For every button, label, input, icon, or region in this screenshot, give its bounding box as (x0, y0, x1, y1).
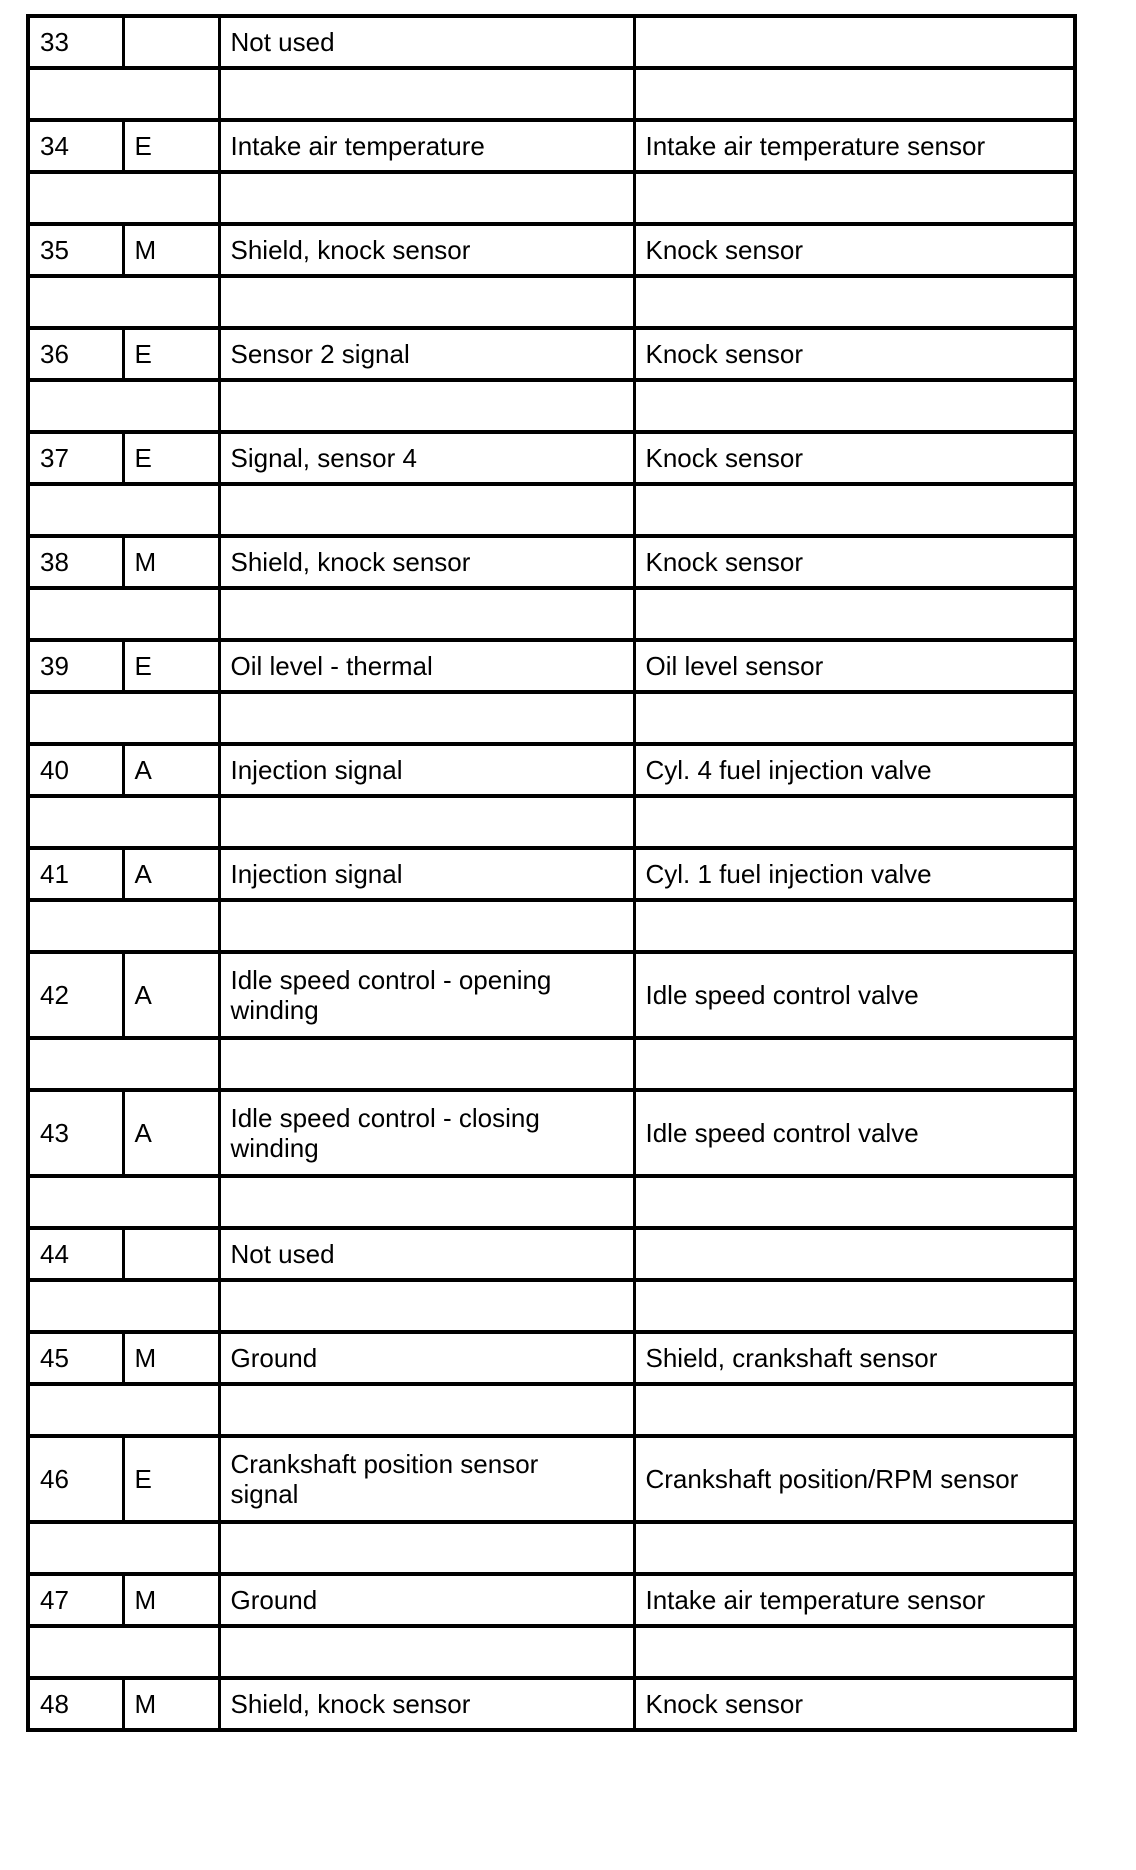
component-cell: Knock sensor (634, 536, 1075, 588)
empty-cell (219, 484, 634, 536)
empty-cell (219, 588, 634, 640)
function-text-line: Shield, knock sensor (230, 235, 471, 265)
function-text-line: winding (230, 1133, 319, 1163)
empty-cell (634, 1038, 1075, 1090)
empty-cell (219, 900, 634, 952)
signal-type-cell: E (123, 120, 219, 172)
function-text-line: signal (230, 1479, 299, 1509)
signal-type-cell: M (123, 1574, 219, 1626)
function-text-line: Idle speed control - opening (230, 965, 552, 995)
spacer-row (28, 172, 1075, 224)
component-cell: Cyl. 4 fuel injection valve (634, 744, 1075, 796)
empty-cell (219, 1626, 634, 1678)
empty-cell (28, 172, 123, 224)
function-text-line: Shield, knock sensor (230, 547, 471, 577)
spacer-row (28, 900, 1075, 952)
empty-cell (28, 68, 123, 120)
spacer-row (28, 588, 1075, 640)
component-cell: Knock sensor (634, 328, 1075, 380)
component-cell: Knock sensor (634, 1678, 1075, 1730)
pin-number-cell: 44 (28, 1228, 123, 1280)
function-text-line: Crankshaft position sensor (230, 1449, 539, 1479)
empty-cell (634, 900, 1075, 952)
spacer-row (28, 276, 1075, 328)
pin-number-cell: 48 (28, 1678, 123, 1730)
table-row (28, 536, 1075, 588)
empty-cell (634, 588, 1075, 640)
empty-cell (123, 276, 219, 328)
pin-number-cell: 34 (28, 120, 123, 172)
table-row (28, 1678, 1075, 1730)
empty-cell (219, 1176, 634, 1228)
pin-number-cell: 33 (28, 16, 123, 68)
pin-number-cell: 35 (28, 224, 123, 276)
function-cell (219, 1090, 634, 1176)
signal-type-cell: M (123, 224, 219, 276)
function-cell (219, 848, 634, 900)
pin-number-cell: 38 (28, 536, 123, 588)
empty-cell (28, 380, 123, 432)
table-row (28, 640, 1075, 692)
empty-cell (28, 1384, 123, 1436)
pin-number-cell: 47 (28, 1574, 123, 1626)
component-cell: Shield, crankshaft sensor (634, 1332, 1075, 1384)
empty-cell (123, 1522, 219, 1574)
function-cell (219, 952, 634, 1038)
function-text-line: Not used (230, 27, 335, 57)
empty-cell (28, 692, 123, 744)
empty-cell (634, 484, 1075, 536)
empty-cell (219, 68, 634, 120)
spacer-row (28, 1176, 1075, 1228)
table-row (28, 432, 1075, 484)
empty-cell (123, 484, 219, 536)
empty-cell (634, 68, 1075, 120)
empty-cell (28, 1626, 123, 1678)
empty-cell (123, 1280, 219, 1332)
pin-number-cell: 36 (28, 328, 123, 380)
empty-cell (219, 1038, 634, 1090)
table-row (28, 1574, 1075, 1626)
empty-cell (123, 1176, 219, 1228)
empty-cell (123, 172, 219, 224)
signal-type-cell (123, 16, 219, 68)
table-row (28, 744, 1075, 796)
signal-type-cell: M (123, 1678, 219, 1730)
spacer-row (28, 1038, 1075, 1090)
empty-cell (123, 796, 219, 848)
function-text-line: Shield, knock sensor (230, 1689, 471, 1719)
signal-type-cell: A (123, 744, 219, 796)
table-row (28, 1090, 1075, 1176)
function-text-line: Injection signal (230, 859, 403, 889)
spacer-row (28, 692, 1075, 744)
signal-type-cell: E (123, 640, 219, 692)
empty-cell (219, 796, 634, 848)
empty-cell (123, 1038, 219, 1090)
function-cell (219, 120, 634, 172)
pin-assignment-table (26, 14, 1077, 1732)
spacer-row (28, 380, 1075, 432)
empty-cell (219, 1280, 634, 1332)
signal-type-cell: E (123, 432, 219, 484)
component-cell: Crankshaft position/RPM sensor (634, 1436, 1075, 1522)
function-text-line: Sensor 2 signal (230, 339, 410, 369)
pin-number-cell: 37 (28, 432, 123, 484)
signal-type-cell: M (123, 1332, 219, 1384)
empty-cell (28, 276, 123, 328)
signal-type-cell: A (123, 952, 219, 1038)
table-row (28, 1228, 1075, 1280)
spacer-row (28, 1626, 1075, 1678)
spacer-row (28, 1280, 1075, 1332)
pin-number-cell: 43 (28, 1090, 123, 1176)
table-row (28, 328, 1075, 380)
empty-cell (28, 1038, 123, 1090)
empty-cell (219, 1384, 634, 1436)
component-cell: Knock sensor (634, 224, 1075, 276)
signal-type-cell (123, 1228, 219, 1280)
pin-number-cell: 42 (28, 952, 123, 1038)
function-text-line: Signal, sensor 4 (230, 443, 417, 473)
empty-cell (28, 484, 123, 536)
empty-cell (28, 1280, 123, 1332)
empty-cell (219, 172, 634, 224)
signal-type-cell: M (123, 536, 219, 588)
empty-cell (634, 1626, 1075, 1678)
table-row (28, 1332, 1075, 1384)
function-cell (219, 744, 634, 796)
empty-cell (634, 172, 1075, 224)
component-cell: Cyl. 1 fuel injection valve (634, 848, 1075, 900)
function-cell (219, 432, 634, 484)
function-cell (219, 1574, 634, 1626)
component-cell: Idle speed control valve (634, 1090, 1075, 1176)
component-cell (634, 1228, 1075, 1280)
signal-type-cell: E (123, 328, 219, 380)
empty-cell (28, 1176, 123, 1228)
empty-cell (634, 1384, 1075, 1436)
function-cell (219, 1228, 634, 1280)
pin-number-cell: 45 (28, 1332, 123, 1384)
function-cell (219, 1436, 634, 1522)
spacer-row (28, 484, 1075, 536)
component-cell: Idle speed control valve (634, 952, 1075, 1038)
empty-cell (123, 68, 219, 120)
table-body (28, 16, 1075, 1730)
signal-type-cell: A (123, 1090, 219, 1176)
empty-cell (634, 1176, 1075, 1228)
empty-cell (634, 1522, 1075, 1574)
table-row (28, 848, 1075, 900)
spacer-row (28, 796, 1075, 848)
table-row (28, 1436, 1075, 1522)
empty-cell (219, 1522, 634, 1574)
component-cell (634, 16, 1075, 68)
pin-number-cell: 39 (28, 640, 123, 692)
empty-cell (634, 380, 1075, 432)
empty-cell (219, 276, 634, 328)
spacer-row (28, 1522, 1075, 1574)
function-text-line: Not used (230, 1239, 335, 1269)
function-text-line: Injection signal (230, 755, 403, 785)
function-text-line: winding (230, 995, 319, 1025)
table-row (28, 16, 1075, 68)
empty-cell (123, 1384, 219, 1436)
pin-number-cell: 41 (28, 848, 123, 900)
empty-cell (123, 692, 219, 744)
empty-cell (123, 380, 219, 432)
spacer-row (28, 1384, 1075, 1436)
function-text-line: Ground (230, 1343, 318, 1373)
empty-cell (28, 588, 123, 640)
empty-cell (123, 900, 219, 952)
signal-type-cell: A (123, 848, 219, 900)
empty-cell (634, 1280, 1075, 1332)
spacer-row (28, 68, 1075, 120)
empty-cell (219, 692, 634, 744)
pin-number-cell: 46 (28, 1436, 123, 1522)
pin-number-cell: 40 (28, 744, 123, 796)
function-cell (219, 536, 634, 588)
function-text-line: Oil level - thermal (230, 651, 433, 681)
component-cell: Knock sensor (634, 432, 1075, 484)
empty-cell (634, 692, 1075, 744)
function-text-line: Intake air temperature (230, 131, 485, 161)
function-text-line: Ground (230, 1585, 318, 1615)
component-cell: Intake air temperature sensor (634, 120, 1075, 172)
function-cell (219, 224, 634, 276)
empty-cell (28, 796, 123, 848)
signal-type-cell: E (123, 1436, 219, 1522)
empty-cell (123, 588, 219, 640)
function-cell (219, 16, 634, 68)
function-text-line: Idle speed control - closing (230, 1103, 540, 1133)
empty-cell (219, 380, 634, 432)
empty-cell (28, 900, 123, 952)
function-cell (219, 1332, 634, 1384)
component-cell: Oil level sensor (634, 640, 1075, 692)
empty-cell (28, 1522, 123, 1574)
table-row (28, 224, 1075, 276)
table-row (28, 952, 1075, 1038)
table-row (28, 120, 1075, 172)
function-cell (219, 1678, 634, 1730)
empty-cell (634, 276, 1075, 328)
component-cell: Intake air temperature sensor (634, 1574, 1075, 1626)
empty-cell (634, 796, 1075, 848)
function-cell (219, 640, 634, 692)
empty-cell (123, 1626, 219, 1678)
function-cell (219, 328, 634, 380)
